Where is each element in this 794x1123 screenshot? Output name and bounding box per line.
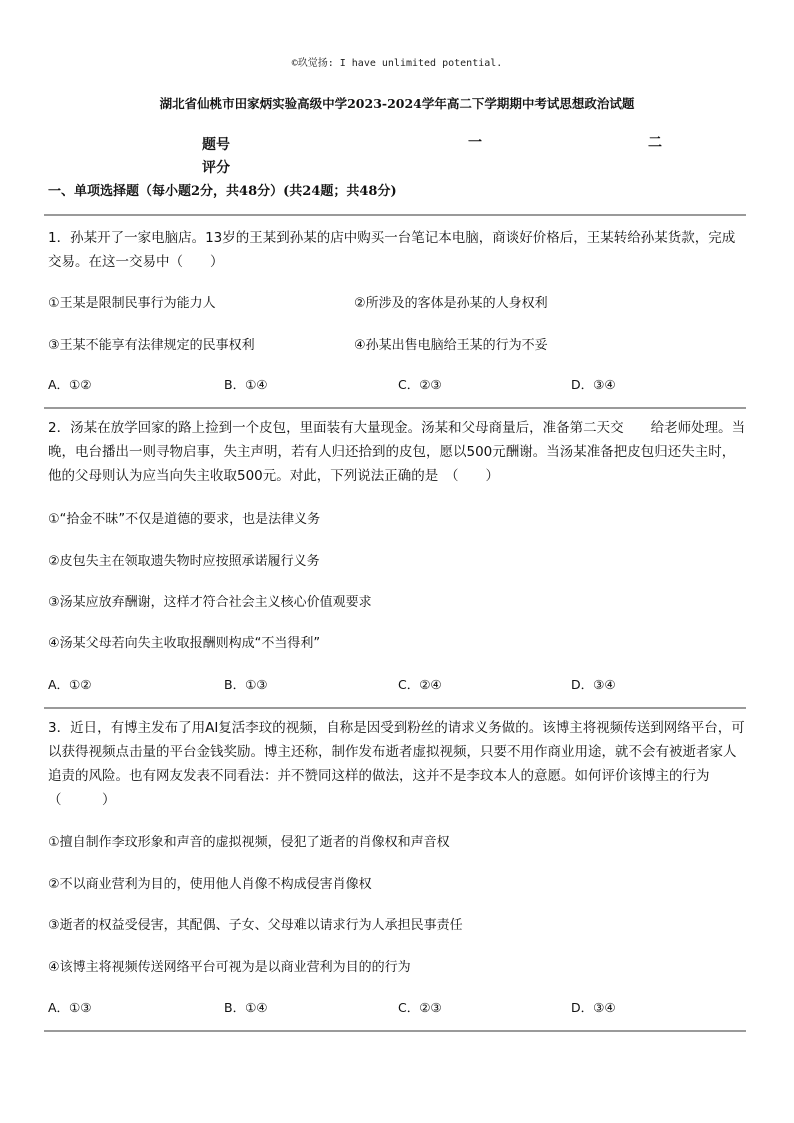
statement-item: ④该博主将视频传送网络平台可视为是以商业营利为目的的行为 xyxy=(48,960,411,975)
statement-row xyxy=(48,831,748,851)
statement-item: ②不以商业营利为目的，使用他人肖像不构成侵害肖像权 xyxy=(48,877,372,892)
choice-a[interactable]: A．①③ xyxy=(48,1000,92,1015)
section-heading: 一、单项选择题（每小题2分，共48分）(共24题；共48分) xyxy=(48,184,397,199)
score-row-label-score: 评分 xyxy=(202,160,230,176)
score-col-2: 二 xyxy=(648,135,662,151)
choice-c[interactable]: C．②③ xyxy=(398,377,442,392)
divider xyxy=(44,407,746,409)
choice-b[interactable]: B．①④ xyxy=(224,1000,268,1015)
statement-item: ②皮包失主在领取遗失物时应按照承诺履行义务 xyxy=(48,554,320,569)
question-stem: 2．汤某在放学回家的路上捡到一个皮包，里面装有大量现金。汤某和父母商量后，准备第二天交 给老师处理。当晚，电台播出一则寻物启事，失主声明，若有人归还拾到的皮包，愿以500元酬谢。当汤某准备把皮包归还失主时，他的父母则认为应当向失主收取500元。对此，下列说法正确的是 （ ） xyxy=(48,420,746,484)
divider xyxy=(44,214,746,216)
choice-a[interactable]: A．①② xyxy=(48,677,92,692)
divider xyxy=(44,707,746,709)
statement-item: ④孙某出售电脑给王某的行为不妥 xyxy=(354,338,548,353)
statement-row xyxy=(48,956,748,976)
statement-item: ③逝者的权益受侵害，其配偶、子女、父母难以请求行为人承担民事责任 xyxy=(48,918,463,933)
answer-choices xyxy=(48,675,748,695)
answer-choices xyxy=(48,998,748,1018)
answer-choices xyxy=(48,375,748,395)
choice-c[interactable]: C．②③ xyxy=(398,1000,442,1015)
question-stem: 3．近日，有博主发布了用AI复活李玟的视频，自称是因受到粉丝的请求义务做的。该博主将视频传送到网络平台，可以获得视频点击量的平台金钱奖励。博主还称，制作发布逝者虚拟视频，只要不用作商业用途，就不会有被逝者家人追责的风险。也有网友发表不同看法：并不赞同这样的做法，这并不是李玟本人的意愿。如何评价该博主的行为（ ） xyxy=(48,720,745,808)
question-stem: 1．孙某开了一家电脑店。13岁的王某到孙某的店中购买一台笔记本电脑，商谈好价格后，王某转给孙某货款，完成交易。在这一交易中（ ） xyxy=(48,230,736,270)
statement-row xyxy=(48,591,748,611)
choice-d[interactable]: D．③④ xyxy=(571,377,616,392)
statement-item: ①“拾金不昧”不仅是道德的要求，也是法律义务 xyxy=(48,512,321,527)
divider xyxy=(44,1030,746,1032)
choice-c[interactable]: C．②④ xyxy=(398,677,442,692)
statement-row xyxy=(48,873,748,893)
choice-b[interactable]: B．①③ xyxy=(224,677,268,692)
statement-row xyxy=(48,334,748,354)
header-note: ©玖觉扬: I have unlimited potential. xyxy=(291,58,503,69)
statement-row xyxy=(48,914,748,934)
statement-row xyxy=(48,292,748,312)
statement-item: ①擅自制作李玟形象和声音的虚拟视频，侵犯了逝者的肖像权和声音权 xyxy=(48,835,450,850)
choice-d[interactable]: D．③④ xyxy=(571,677,616,692)
statement-item: ④汤某父母若向失主收取报酬则构成“不当得利” xyxy=(48,636,321,651)
statement-item: ②所涉及的客体是孙某的人身权利 xyxy=(354,296,548,311)
choice-b[interactable]: B．①④ xyxy=(224,377,268,392)
statement-item: ①王某是限制民事行为能力人 xyxy=(48,296,216,311)
statement-row xyxy=(48,632,748,652)
score-col-1: 一 xyxy=(468,135,482,151)
statement-row xyxy=(48,508,748,528)
choice-a[interactable]: A．①② xyxy=(48,377,92,392)
statement-item: ③汤某应放弃酬谢，这样才符合社会主义核心价值观要求 xyxy=(48,595,372,610)
score-row-label-number: 题号 xyxy=(202,137,230,153)
choice-d[interactable]: D．③④ xyxy=(571,1000,616,1015)
statement-item: ③王某不能享有法律规定的民事权利 xyxy=(48,338,255,353)
statement-row xyxy=(48,550,748,570)
page-title: 湖北省仙桃市田家炳实验高级中学2023-2024学年高二下学期期中考试思想政治试题 xyxy=(159,96,635,111)
